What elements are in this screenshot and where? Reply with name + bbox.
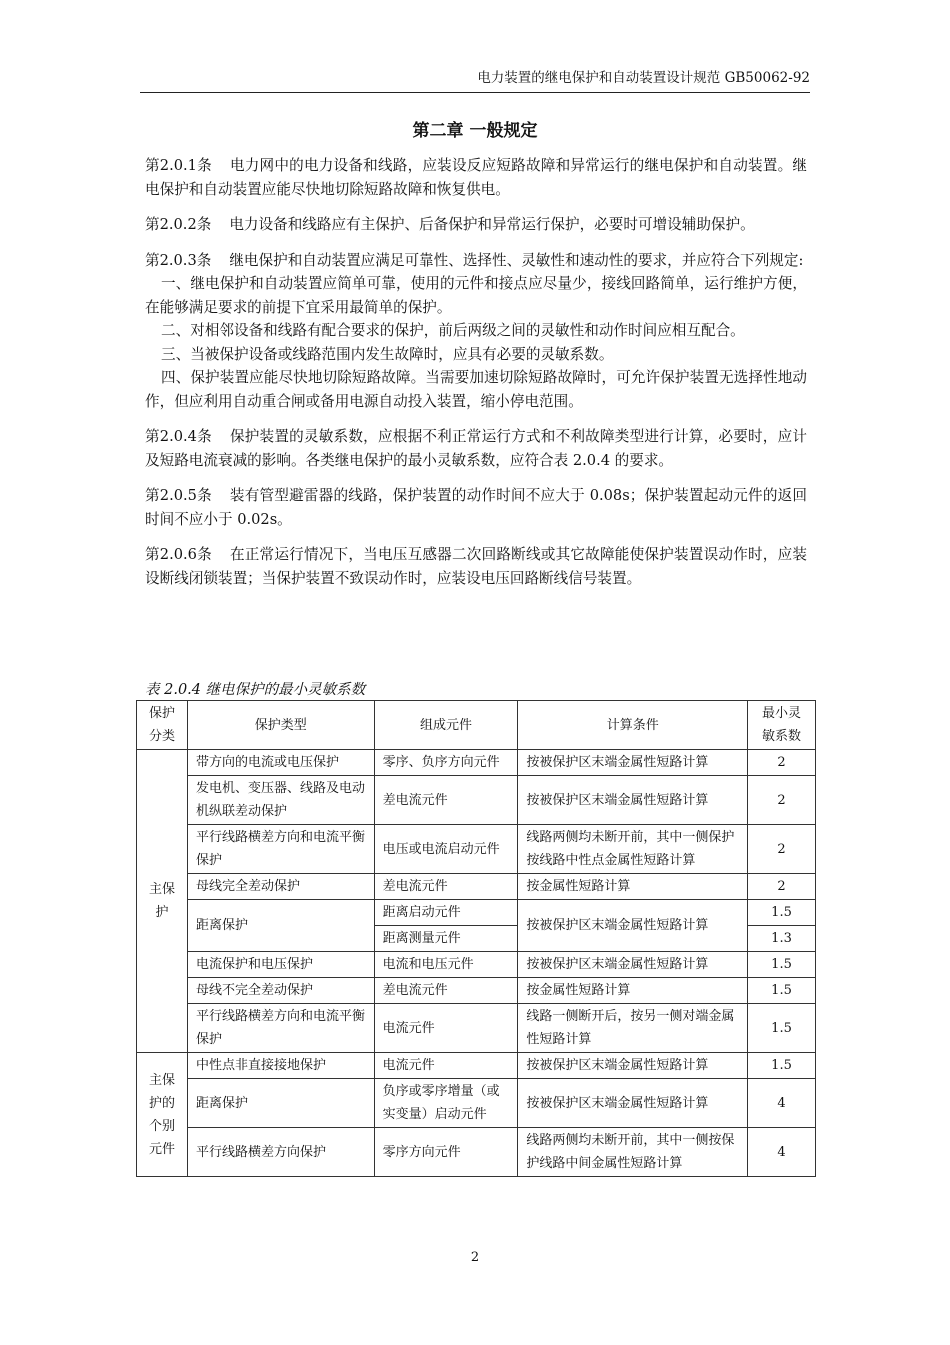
clause-text: 装有管型避雷器的线路，保护装置的动作时间不应大于 0.08s；保护装置起动元件的返回时间不应小于 0.02s。	[145, 487, 807, 528]
clause-text: 在正常运行情况下，当电压互感器二次回路断线或其它故障能使保护装置误动作时，应装设断线闭锁装置；当保护装置不致误动作时，应装设电压回路断线信号装置。	[145, 546, 807, 587]
cell-coefficient: 4	[748, 1079, 816, 1128]
cell-coefficient: 1.5	[748, 900, 816, 926]
cell-component: 电流和电压元件	[374, 952, 518, 978]
cell-condition: 按金属性短路计算	[518, 978, 748, 1004]
clause-item: 一、继电保护和自动装置应简单可靠，使用的元件和接点应尽量少，接线回路简单，运行维护方便，在能够满足要求的前提下宜采用最简单的保护。	[145, 275, 807, 316]
cell-condition: 按被保护区末端金属性短路计算	[518, 776, 748, 825]
cell-condition: 按金属性短路计算	[518, 874, 748, 900]
cell-type: 中性点非直接接地保护	[187, 1053, 374, 1079]
table-header-row	[137, 701, 816, 750]
cell-coefficient: 1.5	[748, 978, 816, 1004]
cell-component: 零序、负序方向元件	[374, 750, 518, 776]
group-main-protection: 主保护	[137, 750, 188, 1053]
cell-type: 发电机、变压器、线路及电动机纵联差动保护	[187, 776, 374, 825]
table-row	[137, 825, 816, 874]
cell-coefficient: 1.5	[748, 1004, 816, 1053]
cell-component: 距离测量元件	[374, 926, 518, 952]
header-coefficient: 最小灵敏系数	[748, 701, 816, 750]
clause-2-0-5	[145, 484, 807, 531]
clause-number: 第2.0.5条	[145, 487, 212, 504]
cell-type: 平行线路横差方向保护	[187, 1128, 374, 1177]
table-row	[137, 978, 816, 1004]
table-row	[137, 1128, 816, 1177]
cell-component: 电流元件	[374, 1004, 518, 1053]
cell-component: 差电流元件	[374, 874, 518, 900]
running-header: 电力装置的继电保护和自动装置设计规范 GB50062-92	[140, 66, 810, 93]
cell-condition: 按被保护区末端金属性短路计算	[518, 900, 748, 952]
clause-number: 第2.0.2条	[145, 216, 212, 233]
clause-number: 第2.0.6条	[145, 546, 212, 563]
cell-coefficient: 2	[748, 874, 816, 900]
cell-type: 电流保护和电压保护	[187, 952, 374, 978]
cell-condition: 按被保护区末端金属性短路计算	[518, 750, 748, 776]
sensitivity-table	[136, 700, 816, 1177]
clause-2-0-6	[145, 543, 807, 590]
cell-type: 带方向的电流或电压保护	[187, 750, 374, 776]
page-number: 2	[470, 1250, 480, 1265]
clause-2-0-3	[145, 249, 807, 414]
cell-condition: 按被保护区末端金属性短路计算	[518, 1079, 748, 1128]
cell-component: 电压或电流启动元件	[374, 825, 518, 874]
table-row	[137, 776, 816, 825]
clauses-body	[145, 154, 807, 602]
cell-coefficient: 1.5	[748, 952, 816, 978]
cell-type: 距离保护	[187, 1079, 374, 1128]
header-component: 组成元件	[374, 701, 518, 750]
clause-item: 四、保护装置应能尽快地切除短路故障。当需要加速切除短路故障时，可允许保护装置无选择性地动作，但应利用自动重合闸或备用电源自动投入装置，缩小停电范围。	[145, 369, 807, 410]
clause-text: 电力网中的电力设备和线路，应装设反应短路故障和异常运行的继电保护和自动装置。继电保护和自动装置应能尽快地切除短路故障和恢复供电。	[145, 157, 807, 198]
table-row	[137, 1053, 816, 1079]
clause-2-0-1	[145, 154, 807, 201]
cell-condition: 线路两侧均未断开前，其中一侧保护按线路中性点金属性短路计算	[518, 825, 748, 874]
header-condition: 计算条件	[518, 701, 748, 750]
cell-coefficient: 2	[748, 825, 816, 874]
clause-item: 二、对相邻设备和线路有配合要求的保护，前后两级之间的灵敏性和动作时间应相互配合。	[161, 322, 745, 339]
cell-coefficient: 2	[748, 776, 816, 825]
cell-condition: 按被保护区末端金属性短路计算	[518, 952, 748, 978]
cell-coefficient: 2	[748, 750, 816, 776]
group-main-protection-elements: 主保护的个别元件	[137, 1053, 188, 1177]
cell-condition: 线路两侧均未断开前，其中一侧按保护线路中间金属性短路计算	[518, 1128, 748, 1177]
table-row	[137, 750, 816, 776]
chapter-title: 第二章 一般规定	[412, 121, 538, 141]
clause-text: 电力设备和线路应有主保护、后备保护和异常运行保护，必要时可增设辅助保护。	[229, 216, 755, 233]
header-category: 保护分类	[137, 701, 188, 750]
table-row	[137, 1079, 816, 1128]
cell-component: 差电流元件	[374, 978, 518, 1004]
clause-text: 继电保护和自动装置应满足可靠性、选择性、灵敏性和速动性的要求，并应符合下列规定:	[229, 251, 804, 269]
header-type: 保护类型	[187, 701, 374, 750]
cell-type: 母线不完全差动保护	[187, 978, 374, 1004]
table-row	[137, 874, 816, 900]
cell-component: 负序或零序增量（或实变量）启动元件	[374, 1079, 518, 1128]
clause-text: 保护装置的灵敏系数，应根据不利正常运行方式和不利故障类型进行计算，必要时，应计及短路电流衰减的影响。各类继电保护的最小灵敏系数，应符合表 2.0.4 的要求。	[145, 428, 807, 469]
cell-type: 距离保护	[187, 900, 374, 952]
clause-2-0-2	[145, 213, 807, 237]
clause-number: 第2.0.3条	[145, 251, 212, 269]
cell-type: 母线完全差动保护	[187, 874, 374, 900]
cell-component: 零序方向元件	[374, 1128, 518, 1177]
table-row	[137, 952, 816, 978]
clause-number: 第2.0.4条	[145, 428, 212, 445]
cell-type: 平行线路横差方向和电流平衡保护	[187, 1004, 374, 1053]
cell-coefficient: 1.5	[748, 1053, 816, 1079]
cell-coefficient: 1.3	[748, 926, 816, 952]
clause-2-0-4	[145, 425, 807, 472]
cell-component: 差电流元件	[374, 776, 518, 825]
cell-component: 电流元件	[374, 1053, 518, 1079]
cell-coefficient: 4	[748, 1128, 816, 1177]
table-row	[137, 1004, 816, 1053]
cell-condition: 按被保护区末端金属性短路计算	[518, 1053, 748, 1079]
cell-component: 距离启动元件	[374, 900, 518, 926]
cell-type: 平行线路横差方向和电流平衡保护	[187, 825, 374, 874]
table-row	[137, 900, 816, 926]
table-caption: 表 2.0.4 继电保护的最小灵敏系数	[145, 682, 366, 698]
clause-item: 三、当被保护设备或线路范围内发生故障时，应具有必要的灵敏系数。	[161, 345, 614, 363]
clause-number: 第2.0.1条	[145, 157, 212, 174]
cell-condition: 线路一侧断开后，按另一侧对端金属性短路计算	[518, 1004, 748, 1053]
